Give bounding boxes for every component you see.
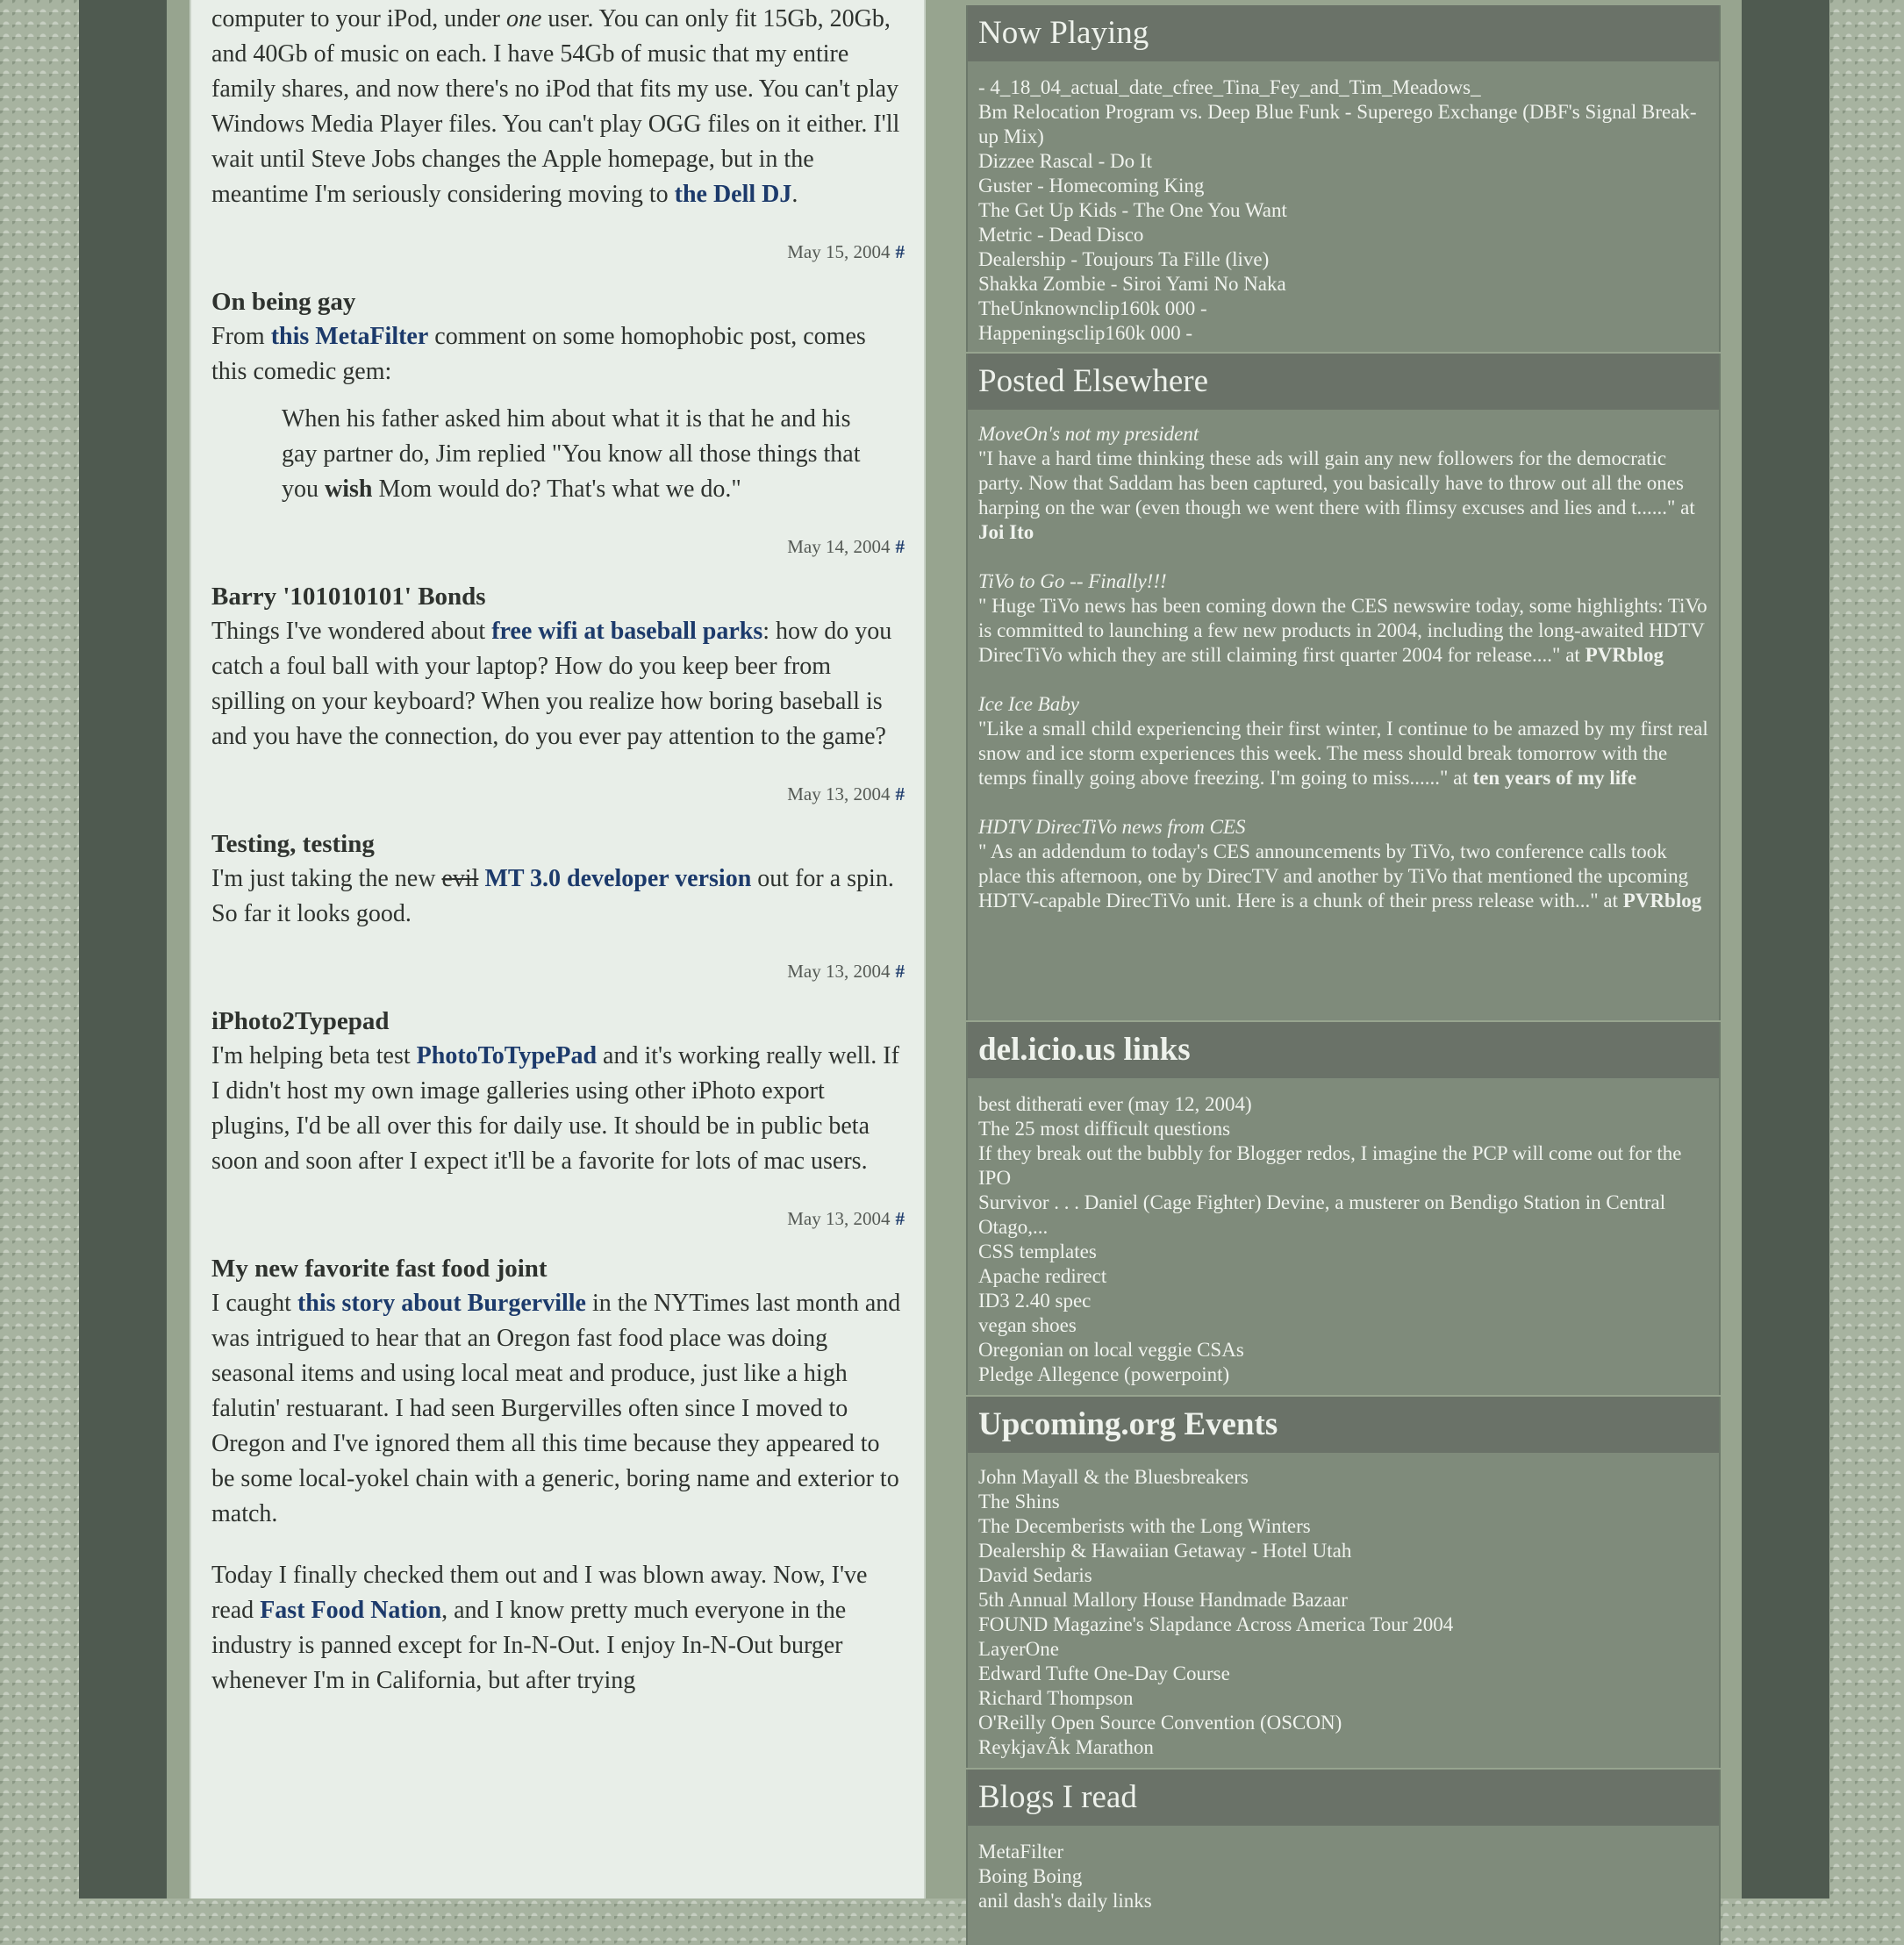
post-text: out for a spin. So far it looks good. — [211, 865, 894, 927]
elsewhere-post — [978, 815, 1710, 913]
upcoming-event[interactable]: Dealership & Hawaiian Getaway - Hotel Utah — [978, 1540, 1352, 1562]
upcoming-event[interactable]: O'Reilly Open Source Convention (OSCON) — [978, 1712, 1342, 1734]
elsewhere-post — [978, 422, 1710, 545]
delicious-link[interactable]: CSS templates — [978, 1241, 1097, 1262]
blog-link[interactable]: anil dash's daily links — [978, 1890, 1152, 1912]
post-text: I caught — [211, 1290, 297, 1317]
upcoming-list — [978, 1465, 1710, 1760]
post-date-text: May 13, 2004 — [787, 783, 891, 804]
elsewhere-source-link[interactable]: ten years of my life — [1472, 767, 1637, 789]
burgerville-link[interactable]: this story about Burgerville — [297, 1290, 586, 1317]
post-title: Barry '101010101' Bonds — [211, 583, 486, 611]
at-text: at — [1565, 644, 1580, 666]
post-text: computer to your iPod, under — [211, 5, 506, 32]
post-body — [211, 1286, 905, 1532]
at-text: at — [1603, 890, 1619, 912]
delicious-link[interactable]: ID3 2.40 spec — [978, 1290, 1092, 1312]
upcoming-event[interactable]: Edward Tufte One-Day Course — [978, 1663, 1230, 1684]
now-playing-item[interactable]: Dizzee Rascal - Do It — [978, 150, 1152, 172]
at-text: at — [1453, 767, 1468, 789]
delicious-link[interactable]: Apache redirect — [978, 1265, 1107, 1287]
delicious-link[interactable]: Oregonian on local veggie CSAs — [978, 1339, 1244, 1361]
post-body — [211, 0, 905, 212]
mt-developer-link[interactable]: MT 3.0 developer version — [484, 865, 752, 892]
post-text: I'm just taking the new — [211, 865, 442, 892]
elsewhere-source-link[interactable]: PVRblog — [1585, 644, 1664, 666]
now-playing-item[interactable]: Metric - Dead Disco — [978, 224, 1144, 246]
delicious-link[interactable]: The 25 most difficult questions — [978, 1118, 1231, 1140]
upcoming-event[interactable]: The Shins — [978, 1491, 1060, 1512]
upcoming-event[interactable]: John Mayall & the Bluesbreakers — [978, 1466, 1249, 1488]
posted-elsewhere-box — [966, 354, 1721, 1020]
delicious-link[interactable]: Pledge Allegence (powerpoint) — [978, 1363, 1230, 1385]
post-text: Things I've wondered about — [211, 618, 492, 645]
delicious-link[interactable]: If they break out the bubbly for Blogger redos, I imagine the PCP will come out for the IPO — [978, 1142, 1682, 1189]
delicious-box — [966, 1022, 1721, 1395]
post-text: and it's working really well. If I didn't host my own image galleries using other iPhoto export plugins, I'd be all over this for daily use. It should be in public beta soon and soon after I expect it'll be a favorite for lots of mac users. — [211, 1042, 899, 1175]
post-text: , and I know pretty much everyone in the industry is panned except for In-N-Out. I enjoy In-N-Out burger whenever I'm in California, but after trying — [211, 1597, 847, 1694]
now-playing-title: Now Playing — [968, 5, 1719, 61]
post-date-text: May 13, 2004 — [787, 1208, 891, 1229]
post-date — [211, 958, 905, 984]
elsewhere-post-excerpt — [978, 717, 1710, 790]
post-date-text: May 14, 2004 — [787, 536, 891, 557]
post-body — [211, 1039, 905, 1179]
posted-elsewhere-list — [978, 422, 1710, 938]
post-date — [211, 533, 905, 560]
permalink[interactable]: # — [895, 1208, 905, 1229]
post-title: Testing, testing — [211, 830, 375, 858]
delicious-link[interactable]: Survivor . . . Daniel (Cage Fighter) Devine, a musterer on Bendigo Station in Central Otago,... — [978, 1191, 1666, 1238]
now-playing-item[interactable]: Dealership - Toujours Ta Fille (live) — [978, 248, 1270, 270]
elsewhere-post-title[interactable]: MoveOn's not my president — [978, 423, 1199, 445]
elsewhere-post-excerpt — [978, 840, 1710, 913]
permalink[interactable]: # — [895, 536, 905, 557]
post-title: My new favorite fast food joint — [211, 1255, 548, 1283]
now-playing-list — [978, 75, 1710, 346]
post-date-text: May 13, 2004 — [787, 961, 891, 982]
main-column — [190, 0, 926, 1899]
blogs-list — [978, 1840, 1710, 1913]
now-playing-item[interactable]: Shakka Zombie - Siroi Yami No Naka — [978, 273, 1286, 295]
upcoming-event[interactable]: LayerOne — [978, 1638, 1059, 1660]
delicious-link[interactable]: best ditherati ever (may 12, 2004) — [978, 1093, 1252, 1115]
delicious-list — [978, 1092, 1710, 1387]
post-date — [211, 1205, 905, 1232]
excerpt-text: "I have a hard time thinking these ads will gain any new followers for the democratic party. Now that Saddam has been captured, you basically have to throw out all the ones harping on the war (even though we went there with flimsy excuses and lies and t......" — [978, 447, 1684, 518]
delicious-link[interactable]: vegan shoes — [978, 1314, 1077, 1336]
now-playing-item[interactable]: Guster - Homecoming King — [978, 175, 1205, 197]
elsewhere-post-title[interactable]: Ice Ice Baby — [978, 693, 1079, 715]
post-text: : how do you catch a foul ball with your laptop? How do you keep beer from spilling on your keyboard? When you realize how boring baseball is and you have the connection, do you ever pay attention to the game? — [211, 618, 892, 750]
post-emphasis: one — [505, 5, 542, 32]
post-list — [211, 0, 905, 1698]
permalink[interactable]: # — [895, 783, 905, 804]
post-date-text: May 15, 2004 — [787, 241, 891, 262]
upcoming-event[interactable]: Richard Thompson — [978, 1687, 1134, 1709]
elsewhere-post-excerpt — [978, 594, 1710, 668]
excerpt-text: "Like a small child experiencing their first winter, I continue to be amazed by my first real snow and ice storm experiences this week. The mess should break tomorrow with the temps finally going above freezing. I'm going to miss......" — [978, 718, 1708, 789]
now-playing-item[interactable]: The Get Up Kids - The One You Want — [978, 199, 1287, 221]
upcoming-box — [966, 1397, 1721, 1768]
now-playing-item[interactable]: TheUnknownclip160k 000 - — [978, 297, 1207, 319]
elsewhere-source-link[interactable]: PVRblog — [1622, 890, 1702, 912]
upcoming-event[interactable]: FOUND Magazine's Slapdance Across America Tour 2004 — [978, 1613, 1454, 1635]
elsewhere-source-link[interactable]: Joi Ito — [978, 521, 1034, 543]
permalink[interactable]: # — [895, 241, 905, 262]
now-playing-item[interactable]: Happeningsclip160k 000 - — [978, 322, 1193, 344]
excerpt-text: " As an addendum to today's CES announcements by TiVo, two conference calls took place this afternoon, one by DirecTV and another by TiVo that mentioned the upcoming HDTV-capable DirecTiVo unit. Here is a chunk of their press release with..." — [978, 840, 1689, 912]
metafilter-link[interactable]: this MetaFilter — [270, 323, 429, 350]
post-body — [211, 1558, 905, 1698]
free-wifi-link[interactable]: free wifi at baseball parks — [491, 618, 763, 645]
now-playing-item[interactable]: Bm Relocation Program vs. Deep Blue Funk - Superego Exchange (DBF's Signal Break-up Mix) — [978, 101, 1697, 147]
upcoming-event[interactable]: ReykjavÃk Marathon — [978, 1736, 1154, 1758]
post-title: iPhoto2Typepad — [211, 1007, 390, 1035]
blog-link[interactable]: Boing Boing — [978, 1865, 1083, 1887]
post-body — [211, 614, 905, 754]
post-text: comment on some homophobic post, comes this comedic gem: — [211, 323, 866, 385]
struck-text: evil — [441, 865, 479, 892]
post-text: in the NYTimes last month and was intrigued to hear that an Oregon fast food place was doing seasonal items and using local meat and produce, just like a high falutin' restuarant. I had seen Burgervilles often since I moved to Oregon and I've ignored them all this time because they appeared to be some local-yokel chain with a generic, boring name and exterior to match. — [211, 1290, 901, 1527]
dell-dj-link[interactable]: the Dell DJ — [674, 181, 792, 208]
elsewhere-post — [978, 569, 1710, 668]
delicious-title: del.icio.us links — [968, 1022, 1719, 1078]
blogs-title: Blogs I read — [968, 1770, 1719, 1826]
at-text: at — [1680, 497, 1695, 518]
post-date — [211, 239, 905, 265]
upcoming-title: Upcoming.org Events — [968, 1397, 1719, 1453]
post-body — [211, 862, 905, 932]
elsewhere-post — [978, 692, 1710, 790]
post-text: . — [791, 181, 798, 208]
now-playing-item[interactable]: - 4_18_04_actual_date_cfree_Tina_Fey_and_Tim_Meadows_ — [978, 76, 1481, 98]
elsewhere-post-excerpt — [978, 447, 1710, 545]
excerpt-text: " Huge TiVo news has been coming down the CES newswire today, some highlights: TiVo is committed to launching a few new products in 2004, including the long-awaited HDTV DirecTiVo which they are still claiming first quarter 2004 for release...." — [978, 595, 1707, 666]
posted-elsewhere-title: Posted Elsewhere — [968, 354, 1719, 410]
post-text: From — [211, 323, 271, 350]
elsewhere-post-title[interactable]: TiVo to Go -- Finally!!! — [978, 570, 1167, 592]
upcoming-event[interactable]: David Sedaris — [978, 1564, 1092, 1586]
post-text: Today I finally checked them out and I was blown away. Now, I've read — [211, 1562, 868, 1624]
post-text: I'm helping beta test — [211, 1042, 417, 1069]
quote-text: When his father asked him about what it is that he and his gay partner do, Jim replied "You know all those things that you — [282, 405, 861, 503]
blockquote — [282, 402, 870, 507]
permalink[interactable]: # — [895, 961, 905, 982]
blogs-box — [966, 1770, 1721, 1945]
elsewhere-post-title[interactable]: HDTV DirecTiVo news from CES — [978, 816, 1246, 838]
upcoming-event[interactable]: 5th Annual Mallory House Handmade Bazaar — [978, 1589, 1348, 1611]
photototypepad-link[interactable]: PhotoToTypePad — [416, 1042, 598, 1069]
now-playing-box — [966, 5, 1721, 352]
post-title: On being gay — [211, 288, 356, 316]
sidebar — [966, 0, 1721, 1912]
post-date — [211, 781, 905, 807]
blog-link[interactable]: MetaFilter — [978, 1841, 1064, 1863]
quote-bold: wish — [325, 476, 373, 503]
upcoming-event[interactable]: The Decemberists with the Long Winters — [978, 1515, 1311, 1537]
quote-text: Mom would do? That's what we do." — [372, 476, 741, 503]
fast-food-nation-link[interactable]: Fast Food Nation — [260, 1597, 442, 1624]
post-text: user. You can only fit 15Gb, 20Gb, and 40Gb of music on each. I have 54Gb of music that my entire family shares, and now there's no iPod that fits my use. You can't play Windows Media Player files. You can't play OGG files on it either. I'll wait until Steve Jobs changes the Apple homepage, but in the meantime I'm seriously considering moving to — [211, 5, 900, 208]
post-body — [211, 319, 905, 390]
